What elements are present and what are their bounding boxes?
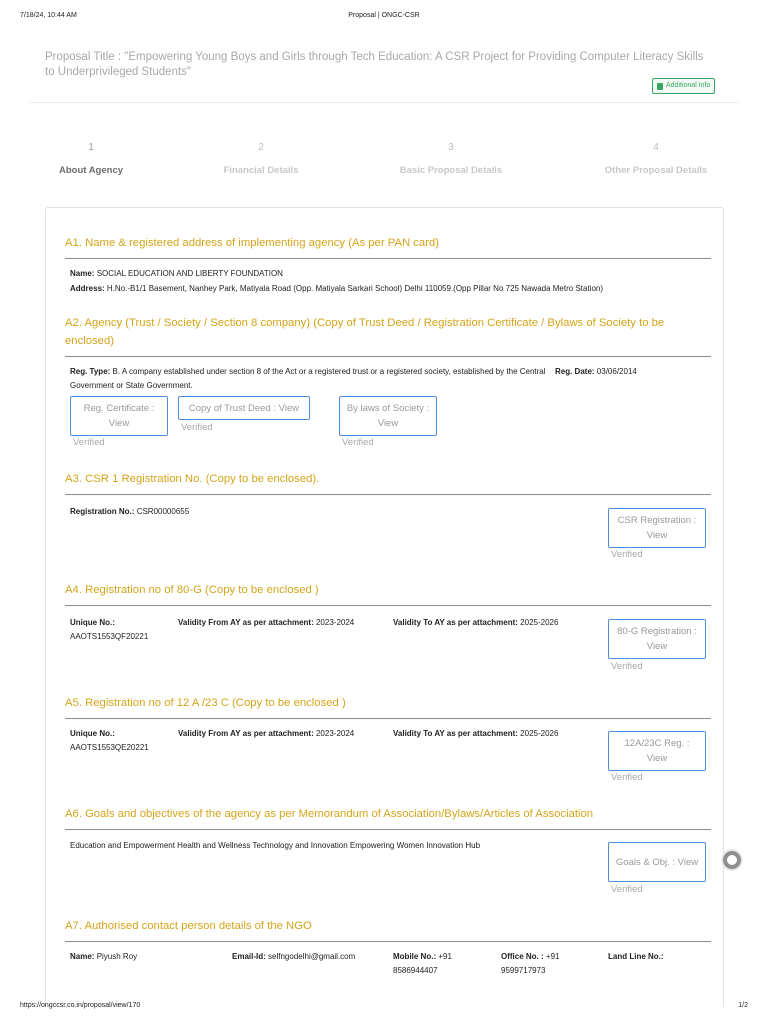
section-a1-title: A1. Name & registered address of implementing agency (As per PAN card)	[65, 237, 440, 249]
trust-deed-view-button[interactable]: Copy of Trust Deed : View	[178, 396, 310, 420]
goals-objectives-text: Education and Empowerment Health and Wellness Technology and Innovation Empowering Women Innovation Hub	[70, 841, 481, 850]
print-header	[20, 12, 748, 24]
verified-status: Verified	[181, 422, 213, 433]
additional-info-button[interactable]	[652, 78, 715, 94]
section-divider	[65, 494, 711, 495]
csr-registration-view-button[interactable]: CSR Registration : View	[608, 508, 706, 548]
section-divider	[65, 605, 711, 606]
reg-type	[70, 365, 548, 393]
field-label: Validity To AY as per attachment:	[393, 618, 518, 627]
field-value: 2023-2024	[315, 729, 355, 738]
field-label: Mobile No.:	[393, 952, 437, 961]
field-value: B. A company established under section 8 of the Act or a registered trust or a registered society, established by the Central Government or State Government.	[70, 367, 546, 390]
reg-certificate-view-button[interactable]: Reg. Certificate : View	[70, 396, 168, 436]
12a-23c-view-button[interactable]: 12A/23C Reg. : View	[608, 731, 706, 771]
step-label: Basic Proposal Details	[399, 165, 503, 176]
wizard-steps	[0, 141, 768, 191]
step-financial-details[interactable]	[224, 141, 299, 176]
additional-info-label: Additional Info	[666, 82, 711, 89]
field-label: Name:	[70, 952, 95, 961]
field-value: selfngodelhi@gmail.com	[268, 952, 356, 961]
section-a4-title: A4. Registration no of 80-G (Copy to be enclosed )	[65, 584, 319, 596]
validity-to-12a	[393, 727, 603, 741]
page-url: https://ongccsr.co.in/proposal/view/170	[20, 1002, 141, 1009]
verified-status: Verified	[611, 549, 643, 560]
csr-registration-no	[70, 505, 189, 519]
field-value: +91 8586944407	[393, 952, 452, 975]
section-divider	[65, 356, 711, 357]
section-a5-title: A5. Registration no of 12 A /23 C (Copy to be enclosed )	[65, 697, 346, 709]
step-number: 2	[258, 142, 264, 153]
field-label: Office No. :	[501, 952, 544, 961]
unique-no-12a	[70, 727, 170, 755]
field-label: Address:	[70, 284, 105, 293]
verified-status: Verified	[611, 772, 643, 783]
field-value: 2025-2026	[520, 618, 559, 627]
verified-status: Verified	[611, 884, 643, 895]
field-label: Unique No.:	[70, 729, 115, 738]
field-label: Validity From AY as per attachment:	[178, 618, 314, 627]
goals-objectives-view-button[interactable]: Goals & Obj. : View	[608, 842, 706, 882]
validity-from-12a	[178, 727, 388, 741]
field-value: Piyush Roy	[96, 952, 138, 961]
contact-email	[232, 950, 387, 964]
print-page-title: Proposal | ONGC-CSR	[348, 12, 420, 19]
validity-from-80g	[178, 616, 388, 630]
bylaws-view-button[interactable]: By laws of Society : View	[339, 396, 437, 436]
field-value: AAOTS1553QF20221	[70, 632, 149, 641]
field-value: +91 9599717973	[501, 952, 560, 975]
contact-mobile	[393, 950, 488, 978]
step-number: 4	[653, 142, 659, 153]
document-icon	[657, 83, 663, 90]
section-divider	[65, 941, 711, 942]
field-label: Validity To AY as per attachment:	[393, 729, 518, 738]
verified-status: Verified	[342, 437, 374, 448]
step-about-agency[interactable]	[59, 141, 123, 176]
step-label: Other Proposal Details	[604, 165, 708, 176]
reg-date	[555, 365, 715, 379]
contact-office	[501, 950, 596, 978]
section-a6-title: A6. Goals and objectives of the agency as per Memorandum of Association/Bylaws/Articles of Association	[65, 808, 594, 820]
field-value: CSR00000655	[136, 507, 190, 516]
step-number: 1	[88, 142, 94, 153]
step-label: About Agency	[58, 165, 124, 176]
field-value: 03/06/2014	[596, 367, 637, 376]
verified-status: Verified	[611, 661, 643, 672]
section-a7-title: A7. Authorised contact person details of the NGO	[65, 920, 312, 932]
step-label: Financial Details	[223, 165, 299, 176]
circle-icon	[727, 855, 737, 865]
field-value: AAOTS1553QE20221	[70, 743, 149, 752]
field-label: Validity From AY as per attachment:	[178, 729, 314, 738]
proposal-title: Proposal Title : "Empowering Young Boys and Girls through Tech Education: A CSR Project for Providing Computer Literacy Skills to Underprivileged Students"	[45, 51, 704, 78]
section-a2-title: A2. Agency (Trust / Society / Section 8 company) (Copy of Trust Deed / Registration Certificate / Bylaws of Society to be enclosed)	[65, 317, 665, 347]
section-divider	[65, 258, 711, 259]
field-value: H.No.-B1/1 Basement, Nanhey Park, Matiyala Road (Opp. Matiyala Sarkari School) Delhi 110059.(Opp Pillar No 725 Nawada Metro Station)	[106, 284, 604, 293]
step-basic-proposal-details[interactable]	[400, 141, 502, 176]
validity-to-80g	[393, 616, 603, 630]
step-number: 3	[448, 142, 454, 153]
field-label: Reg. Type:	[70, 367, 111, 376]
contact-landline	[608, 950, 708, 964]
print-datetime: 7/18/24, 10:44 AM	[20, 12, 77, 19]
section-divider	[65, 829, 711, 830]
field-label: Unique No.:	[70, 618, 115, 627]
80g-registration-view-button[interactable]: 80-G Registration : View	[608, 619, 706, 659]
field-label: Land Line No.:	[608, 952, 664, 961]
scroll-nav-button[interactable]	[721, 849, 743, 871]
contact-name	[70, 950, 220, 964]
field-label: Reg. Date:	[555, 367, 595, 376]
agency-address	[70, 282, 710, 296]
step-other-proposal-details[interactable]	[605, 141, 707, 176]
field-value: SOCIAL EDUCATION AND LIBERTY FOUNDATION	[96, 269, 283, 278]
field-value: 2025-2026	[520, 729, 559, 738]
header-divider	[30, 102, 738, 103]
field-label: Registration No.:	[70, 507, 135, 516]
field-label: Email-Id:	[232, 952, 266, 961]
verified-status: Verified	[73, 437, 105, 448]
field-label: Name:	[70, 269, 95, 278]
section-a3-title: A3. CSR 1 Registration No. (Copy to be enclosed).	[65, 473, 320, 485]
section-divider	[65, 718, 711, 719]
page-number: 1/2	[738, 1002, 748, 1009]
unique-no-80g	[70, 616, 170, 644]
field-value: 2023-2024	[315, 618, 355, 627]
agency-name	[70, 267, 710, 281]
